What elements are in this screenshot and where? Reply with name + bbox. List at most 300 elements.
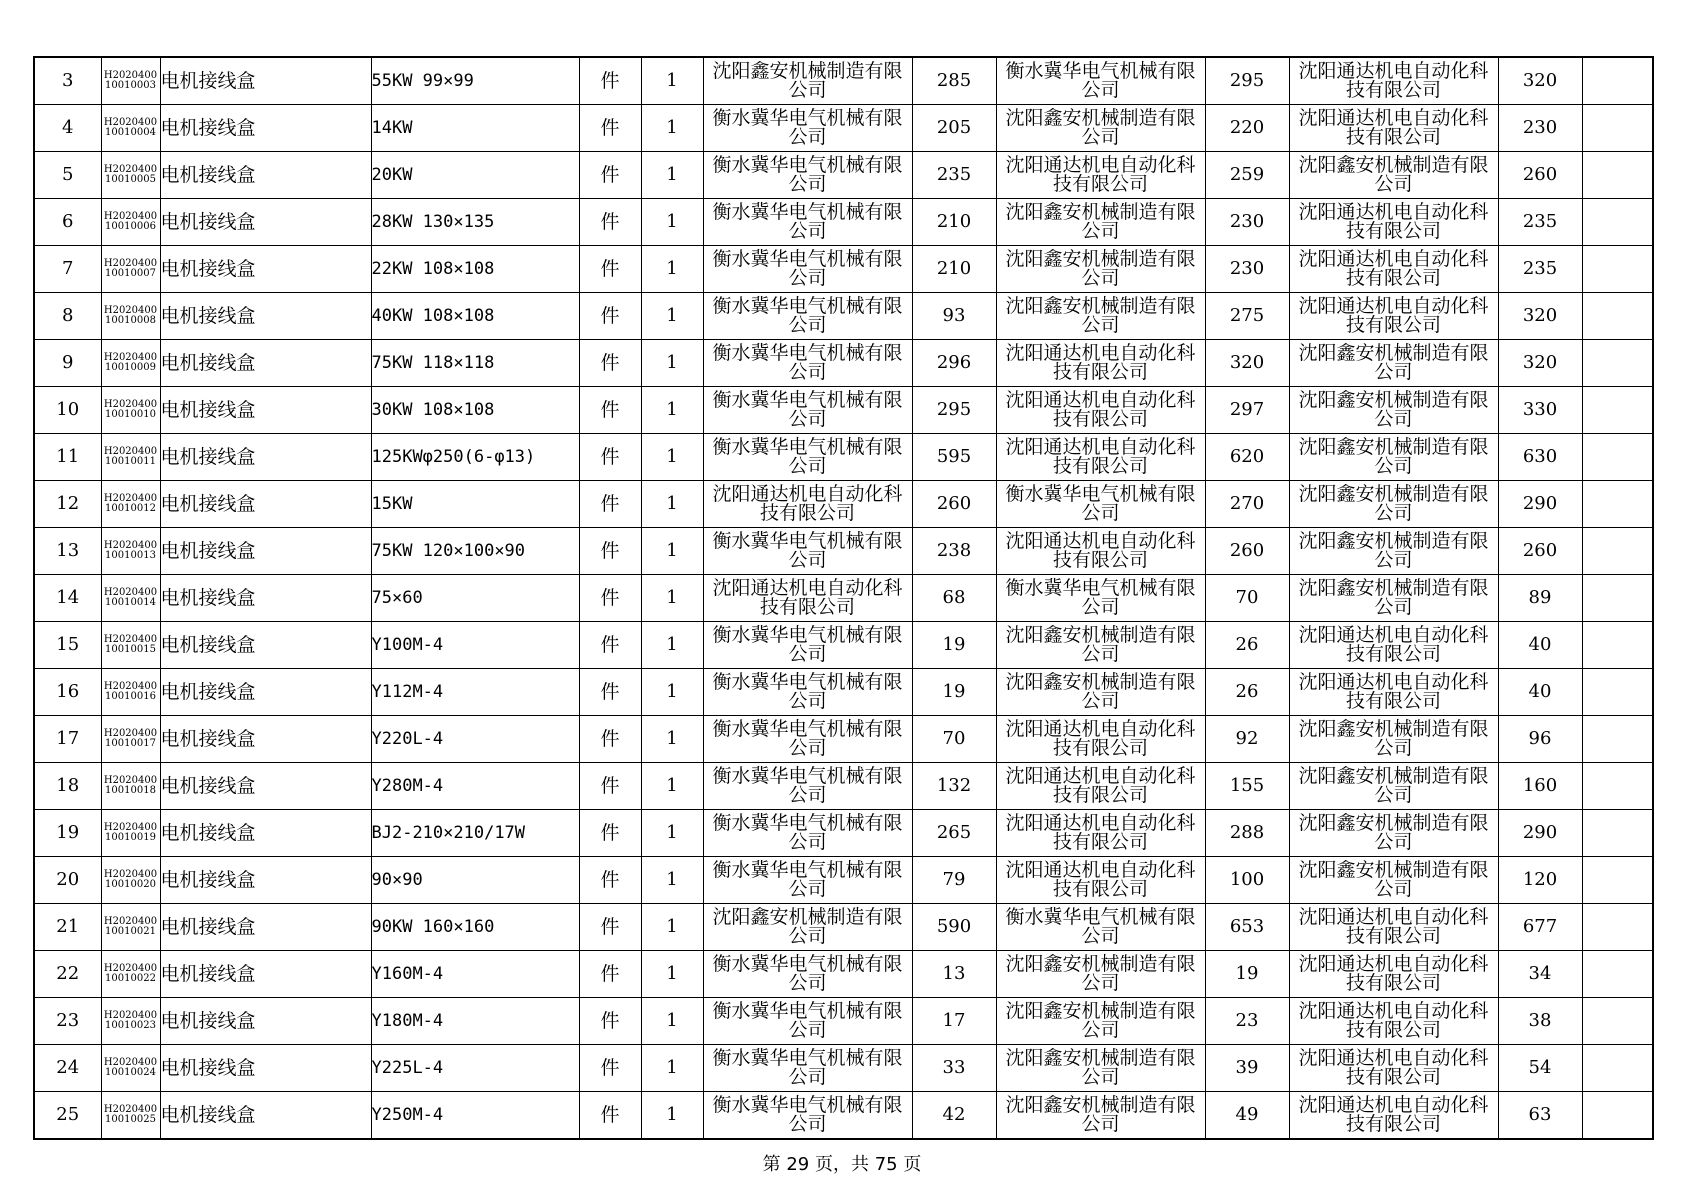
price-1: 17 (912, 998, 996, 1045)
quantity: 1 (641, 622, 703, 669)
unit: 件 (579, 1092, 641, 1140)
current-page-number: 29 (786, 1154, 810, 1175)
unit: 件 (579, 340, 641, 387)
material-code: H202040010010025 (101, 1092, 160, 1140)
price-3: 677 (1498, 904, 1582, 951)
material-code: H202040010010008 (101, 293, 160, 340)
unit: 件 (579, 57, 641, 105)
supplier-1: 衡水冀华电气机械有限公司 (703, 1092, 912, 1140)
quantity: 1 (641, 857, 703, 904)
remark-cell (1582, 1045, 1653, 1092)
row-number: 25 (34, 1092, 101, 1140)
table-row (34, 904, 1653, 951)
price-3: 290 (1498, 481, 1582, 528)
supplier-1: 沈阳通达机电自动化科技有限公司 (703, 575, 912, 622)
row-number: 17 (34, 716, 101, 763)
supplier-3: 沈阳通达机电自动化科技有限公司 (1289, 246, 1498, 293)
price-2: 297 (1205, 387, 1289, 434)
remark-cell (1582, 998, 1653, 1045)
unit: 件 (579, 716, 641, 763)
supplier-3: 沈阳鑫安机械制造有限公司 (1289, 716, 1498, 763)
quantity: 1 (641, 763, 703, 810)
quantity: 1 (641, 199, 703, 246)
supplier-3: 沈阳通达机电自动化科技有限公司 (1289, 669, 1498, 716)
remark-cell (1582, 857, 1653, 904)
price-1: 19 (912, 622, 996, 669)
material-code: H202040010010016 (101, 669, 160, 716)
material-code: H202040010010003 (101, 57, 160, 105)
material-code: H202040010010005 (101, 152, 160, 199)
material-name: 电机接线盒 (160, 716, 371, 763)
quantity: 1 (641, 57, 703, 105)
supplier-2: 沈阳通达机电自动化科技有限公司 (996, 810, 1205, 857)
price-3: 63 (1498, 1092, 1582, 1140)
material-spec: Y280M-4 (371, 763, 579, 810)
supplier-3: 沈阳通达机电自动化科技有限公司 (1289, 904, 1498, 951)
price-1: 205 (912, 105, 996, 152)
supplier-1: 衡水冀华电气机械有限公司 (703, 199, 912, 246)
price-1: 93 (912, 293, 996, 340)
unit: 件 (579, 105, 641, 152)
supplier-3: 沈阳通达机电自动化科技有限公司 (1289, 998, 1498, 1045)
material-code: H202040010010024 (101, 1045, 160, 1092)
price-1: 590 (912, 904, 996, 951)
material-spec: Y225L-4 (371, 1045, 579, 1092)
price-3: 260 (1498, 528, 1582, 575)
material-spec: 28KW 130×135 (371, 199, 579, 246)
supplier-3: 沈阳通达机电自动化科技有限公司 (1289, 1045, 1498, 1092)
supplier-2: 沈阳鑫安机械制造有限公司 (996, 1092, 1205, 1140)
row-number: 8 (34, 293, 101, 340)
material-spec: Y112M-4 (371, 669, 579, 716)
table-row (34, 622, 1653, 669)
supplier-2: 沈阳鑫安机械制造有限公司 (996, 246, 1205, 293)
row-number: 24 (34, 1045, 101, 1092)
supplier-2: 沈阳鑫安机械制造有限公司 (996, 1045, 1205, 1092)
quote-table (33, 56, 1654, 1140)
supplier-1: 沈阳通达机电自动化科技有限公司 (703, 481, 912, 528)
row-number: 3 (34, 57, 101, 105)
quantity: 1 (641, 575, 703, 622)
row-number: 6 (34, 199, 101, 246)
supplier-1: 衡水冀华电气机械有限公司 (703, 246, 912, 293)
material-name: 电机接线盒 (160, 1092, 371, 1140)
unit: 件 (579, 387, 641, 434)
price-1: 13 (912, 951, 996, 998)
material-name: 电机接线盒 (160, 763, 371, 810)
quantity: 1 (641, 904, 703, 951)
unit: 件 (579, 481, 641, 528)
supplier-2: 沈阳鑫安机械制造有限公司 (996, 951, 1205, 998)
supplier-3: 沈阳鑫安机械制造有限公司 (1289, 387, 1498, 434)
supplier-1: 衡水冀华电气机械有限公司 (703, 951, 912, 998)
material-spec: Y160M-4 (371, 951, 579, 998)
table-row (34, 152, 1653, 199)
material-name: 电机接线盒 (160, 904, 371, 951)
material-spec: 55KW 99×99 (371, 57, 579, 105)
unit: 件 (579, 528, 641, 575)
material-spec: 75×60 (371, 575, 579, 622)
material-spec: Y180M-4 (371, 998, 579, 1045)
row-number: 9 (34, 340, 101, 387)
quantity: 1 (641, 105, 703, 152)
row-number: 13 (34, 528, 101, 575)
price-2: 155 (1205, 763, 1289, 810)
material-spec: BJ2-210×210/17W (371, 810, 579, 857)
material-name: 电机接线盒 (160, 481, 371, 528)
remark-cell (1582, 199, 1653, 246)
row-number: 16 (34, 669, 101, 716)
supplier-3: 沈阳鑫安机械制造有限公司 (1289, 481, 1498, 528)
row-number: 7 (34, 246, 101, 293)
supplier-2: 沈阳通达机电自动化科技有限公司 (996, 763, 1205, 810)
price-1: 296 (912, 340, 996, 387)
row-number: 14 (34, 575, 101, 622)
supplier-2: 沈阳鑫安机械制造有限公司 (996, 293, 1205, 340)
remark-cell (1582, 669, 1653, 716)
price-1: 79 (912, 857, 996, 904)
price-2: 92 (1205, 716, 1289, 763)
remark-cell (1582, 387, 1653, 434)
remark-cell (1582, 481, 1653, 528)
remark-cell (1582, 57, 1653, 105)
row-number: 5 (34, 152, 101, 199)
price-1: 68 (912, 575, 996, 622)
price-2: 653 (1205, 904, 1289, 951)
supplier-2: 沈阳通达机电自动化科技有限公司 (996, 152, 1205, 199)
unit: 件 (579, 199, 641, 246)
supplier-3: 沈阳鑫安机械制造有限公司 (1289, 152, 1498, 199)
table-row (34, 857, 1653, 904)
quantity: 1 (641, 293, 703, 340)
material-name: 电机接线盒 (160, 622, 371, 669)
remark-cell (1582, 105, 1653, 152)
supplier-1: 衡水冀华电气机械有限公司 (703, 716, 912, 763)
price-3: 320 (1498, 293, 1582, 340)
supplier-1: 衡水冀华电气机械有限公司 (703, 622, 912, 669)
unit: 件 (579, 669, 641, 716)
price-1: 19 (912, 669, 996, 716)
price-2: 23 (1205, 998, 1289, 1045)
material-spec: 15KW (371, 481, 579, 528)
supplier-3: 沈阳鑫安机械制造有限公司 (1289, 434, 1498, 481)
page-footer (0, 1150, 1684, 1176)
remark-cell (1582, 340, 1653, 387)
remark-cell (1582, 246, 1653, 293)
quantity: 1 (641, 1092, 703, 1140)
price-1: 235 (912, 152, 996, 199)
material-name: 电机接线盒 (160, 669, 371, 716)
unit: 件 (579, 152, 641, 199)
table-row (34, 810, 1653, 857)
material-spec: 75KW 118×118 (371, 340, 579, 387)
material-name: 电机接线盒 (160, 1045, 371, 1092)
unit: 件 (579, 857, 641, 904)
price-2: 49 (1205, 1092, 1289, 1140)
supplier-1: 衡水冀华电气机械有限公司 (703, 105, 912, 152)
unit: 件 (579, 951, 641, 998)
price-2: 275 (1205, 293, 1289, 340)
material-code: H202040010010017 (101, 716, 160, 763)
table-row (34, 199, 1653, 246)
table-row (34, 481, 1653, 528)
quantity: 1 (641, 246, 703, 293)
price-1: 42 (912, 1092, 996, 1140)
remark-cell (1582, 622, 1653, 669)
price-3: 290 (1498, 810, 1582, 857)
price-3: 630 (1498, 434, 1582, 481)
quantity: 1 (641, 1045, 703, 1092)
remark-cell (1582, 1092, 1653, 1140)
footer-middle: 页，共 (809, 1154, 875, 1175)
row-number: 22 (34, 951, 101, 998)
price-2: 220 (1205, 105, 1289, 152)
supplier-1: 衡水冀华电气机械有限公司 (703, 669, 912, 716)
row-number: 15 (34, 622, 101, 669)
supplier-2: 衡水冀华电气机械有限公司 (996, 481, 1205, 528)
total-page-number: 75 (874, 1154, 898, 1175)
material-code: H202040010010015 (101, 622, 160, 669)
price-3: 89 (1498, 575, 1582, 622)
table-row (34, 57, 1653, 105)
price-2: 19 (1205, 951, 1289, 998)
supplier-3: 沈阳鑫安机械制造有限公司 (1289, 857, 1498, 904)
material-name: 电机接线盒 (160, 575, 371, 622)
table-row (34, 1045, 1653, 1092)
quantity: 1 (641, 716, 703, 763)
price-3: 260 (1498, 152, 1582, 199)
supplier-3: 沈阳通达机电自动化科技有限公司 (1289, 622, 1498, 669)
row-number: 4 (34, 105, 101, 152)
material-name: 电机接线盒 (160, 152, 371, 199)
price-3: 160 (1498, 763, 1582, 810)
supplier-3: 沈阳通达机电自动化科技有限公司 (1289, 199, 1498, 246)
table-row (34, 575, 1653, 622)
price-3: 235 (1498, 246, 1582, 293)
material-name: 电机接线盒 (160, 246, 371, 293)
supplier-2: 沈阳通达机电自动化科技有限公司 (996, 340, 1205, 387)
supplier-1: 衡水冀华电气机械有限公司 (703, 998, 912, 1045)
price-2: 100 (1205, 857, 1289, 904)
material-name: 电机接线盒 (160, 293, 371, 340)
supplier-3: 沈阳通达机电自动化科技有限公司 (1289, 57, 1498, 105)
quantity: 1 (641, 998, 703, 1045)
price-3: 235 (1498, 199, 1582, 246)
unit: 件 (579, 293, 641, 340)
supplier-1: 衡水冀华电气机械有限公司 (703, 857, 912, 904)
quantity: 1 (641, 481, 703, 528)
price-3: 320 (1498, 57, 1582, 105)
unit: 件 (579, 434, 641, 481)
material-spec: Y250M-4 (371, 1092, 579, 1140)
material-code: H202040010010010 (101, 387, 160, 434)
material-code: H202040010010022 (101, 951, 160, 998)
supplier-1: 衡水冀华电气机械有限公司 (703, 810, 912, 857)
supplier-1: 衡水冀华电气机械有限公司 (703, 340, 912, 387)
supplier-3: 沈阳鑫安机械制造有限公司 (1289, 575, 1498, 622)
material-spec: 75KW 120×100×90 (371, 528, 579, 575)
price-1: 33 (912, 1045, 996, 1092)
price-3: 330 (1498, 387, 1582, 434)
quantity: 1 (641, 951, 703, 998)
table-row (34, 528, 1653, 575)
table-row (34, 434, 1653, 481)
table-row (34, 763, 1653, 810)
price-2: 320 (1205, 340, 1289, 387)
table-row (34, 998, 1653, 1045)
remark-cell (1582, 152, 1653, 199)
material-name: 电机接线盒 (160, 998, 371, 1045)
row-number: 11 (34, 434, 101, 481)
supplier-2: 衡水冀华电气机械有限公司 (996, 575, 1205, 622)
unit: 件 (579, 904, 641, 951)
material-spec: 125KWφ250(6-φ13) (371, 434, 579, 481)
material-name: 电机接线盒 (160, 105, 371, 152)
price-2: 26 (1205, 669, 1289, 716)
supplier-2: 衡水冀华电气机械有限公司 (996, 904, 1205, 951)
price-1: 285 (912, 57, 996, 105)
supplier-2: 沈阳通达机电自动化科技有限公司 (996, 434, 1205, 481)
price-3: 38 (1498, 998, 1582, 1045)
quantity: 1 (641, 387, 703, 434)
supplier-3: 沈阳鑫安机械制造有限公司 (1289, 340, 1498, 387)
remark-cell (1582, 434, 1653, 481)
supplier-2: 沈阳通达机电自动化科技有限公司 (996, 528, 1205, 575)
table-row (34, 387, 1653, 434)
material-code: H202040010010021 (101, 904, 160, 951)
material-spec: 22KW 108×108 (371, 246, 579, 293)
material-spec: 14KW (371, 105, 579, 152)
price-2: 39 (1205, 1045, 1289, 1092)
material-spec: 20KW (371, 152, 579, 199)
price-1: 132 (912, 763, 996, 810)
row-number: 20 (34, 857, 101, 904)
material-name: 电机接线盒 (160, 57, 371, 105)
supplier-1: 衡水冀华电气机械有限公司 (703, 152, 912, 199)
material-code: H202040010010004 (101, 105, 160, 152)
quantity: 1 (641, 669, 703, 716)
material-spec: 90KW 160×160 (371, 904, 579, 951)
unit: 件 (579, 622, 641, 669)
footer-prefix: 第 (762, 1154, 787, 1175)
price-3: 40 (1498, 622, 1582, 669)
table-body (34, 57, 1653, 1139)
remark-cell (1582, 904, 1653, 951)
table-row (34, 716, 1653, 763)
remark-cell (1582, 763, 1653, 810)
price-2: 295 (1205, 57, 1289, 105)
row-number: 19 (34, 810, 101, 857)
price-3: 320 (1498, 340, 1582, 387)
table-row (34, 1092, 1653, 1140)
price-1: 70 (912, 716, 996, 763)
supplier-3: 沈阳鑫安机械制造有限公司 (1289, 528, 1498, 575)
row-number: 10 (34, 387, 101, 434)
material-name: 电机接线盒 (160, 199, 371, 246)
row-number: 21 (34, 904, 101, 951)
remark-cell (1582, 528, 1653, 575)
supplier-3: 沈阳鑫安机械制造有限公司 (1289, 810, 1498, 857)
supplier-2: 衡水冀华电气机械有限公司 (996, 57, 1205, 105)
row-number: 23 (34, 998, 101, 1045)
row-number: 18 (34, 763, 101, 810)
price-2: 70 (1205, 575, 1289, 622)
material-name: 电机接线盒 (160, 340, 371, 387)
supplier-2: 沈阳鑫安机械制造有限公司 (996, 199, 1205, 246)
supplier-3: 沈阳通达机电自动化科技有限公司 (1289, 1092, 1498, 1140)
remark-cell (1582, 293, 1653, 340)
price-1: 295 (912, 387, 996, 434)
supplier-2: 沈阳鑫安机械制造有限公司 (996, 669, 1205, 716)
material-code: H202040010010019 (101, 810, 160, 857)
material-spec: 40KW 108×108 (371, 293, 579, 340)
price-3: 34 (1498, 951, 1582, 998)
material-code: H202040010010013 (101, 528, 160, 575)
supplier-1: 沈阳鑫安机械制造有限公司 (703, 57, 912, 105)
material-name: 电机接线盒 (160, 528, 371, 575)
supplier-3: 沈阳通达机电自动化科技有限公司 (1289, 293, 1498, 340)
table-row (34, 293, 1653, 340)
supplier-2: 沈阳通达机电自动化科技有限公司 (996, 716, 1205, 763)
quantity: 1 (641, 434, 703, 481)
material-code: H202040010010011 (101, 434, 160, 481)
material-name: 电机接线盒 (160, 857, 371, 904)
price-1: 238 (912, 528, 996, 575)
table-row (34, 246, 1653, 293)
unit: 件 (579, 575, 641, 622)
material-code: H202040010010014 (101, 575, 160, 622)
supplier-3: 沈阳鑫安机械制造有限公司 (1289, 763, 1498, 810)
table-row (34, 340, 1653, 387)
price-3: 96 (1498, 716, 1582, 763)
supplier-2: 沈阳鑫安机械制造有限公司 (996, 105, 1205, 152)
supplier-2: 沈阳通达机电自动化科技有限公司 (996, 387, 1205, 434)
unit: 件 (579, 763, 641, 810)
remark-cell (1582, 810, 1653, 857)
supplier-1: 衡水冀华电气机械有限公司 (703, 763, 912, 810)
price-3: 120 (1498, 857, 1582, 904)
material-code: H202040010010007 (101, 246, 160, 293)
material-name: 电机接线盒 (160, 434, 371, 481)
price-1: 260 (912, 481, 996, 528)
remark-cell (1582, 716, 1653, 763)
material-spec: Y220L-4 (371, 716, 579, 763)
supplier-1: 衡水冀华电气机械有限公司 (703, 528, 912, 575)
supplier-2: 沈阳鑫安机械制造有限公司 (996, 622, 1205, 669)
price-1: 210 (912, 246, 996, 293)
quantity: 1 (641, 340, 703, 387)
supplier-1: 衡水冀华电气机械有限公司 (703, 293, 912, 340)
material-spec: Y100M-4 (371, 622, 579, 669)
material-code: H202040010010006 (101, 199, 160, 246)
supplier-3: 沈阳通达机电自动化科技有限公司 (1289, 951, 1498, 998)
price-3: 40 (1498, 669, 1582, 716)
table-row (34, 105, 1653, 152)
supplier-2: 沈阳鑫安机械制造有限公司 (996, 998, 1205, 1045)
supplier-1: 衡水冀华电气机械有限公司 (703, 1045, 912, 1092)
price-3: 54 (1498, 1045, 1582, 1092)
row-number: 12 (34, 481, 101, 528)
price-2: 288 (1205, 810, 1289, 857)
material-name: 电机接线盒 (160, 387, 371, 434)
supplier-2: 沈阳通达机电自动化科技有限公司 (996, 857, 1205, 904)
price-2: 26 (1205, 622, 1289, 669)
unit: 件 (579, 998, 641, 1045)
unit: 件 (579, 246, 641, 293)
quantity: 1 (641, 810, 703, 857)
supplier-1: 衡水冀华电气机械有限公司 (703, 434, 912, 481)
unit: 件 (579, 1045, 641, 1092)
